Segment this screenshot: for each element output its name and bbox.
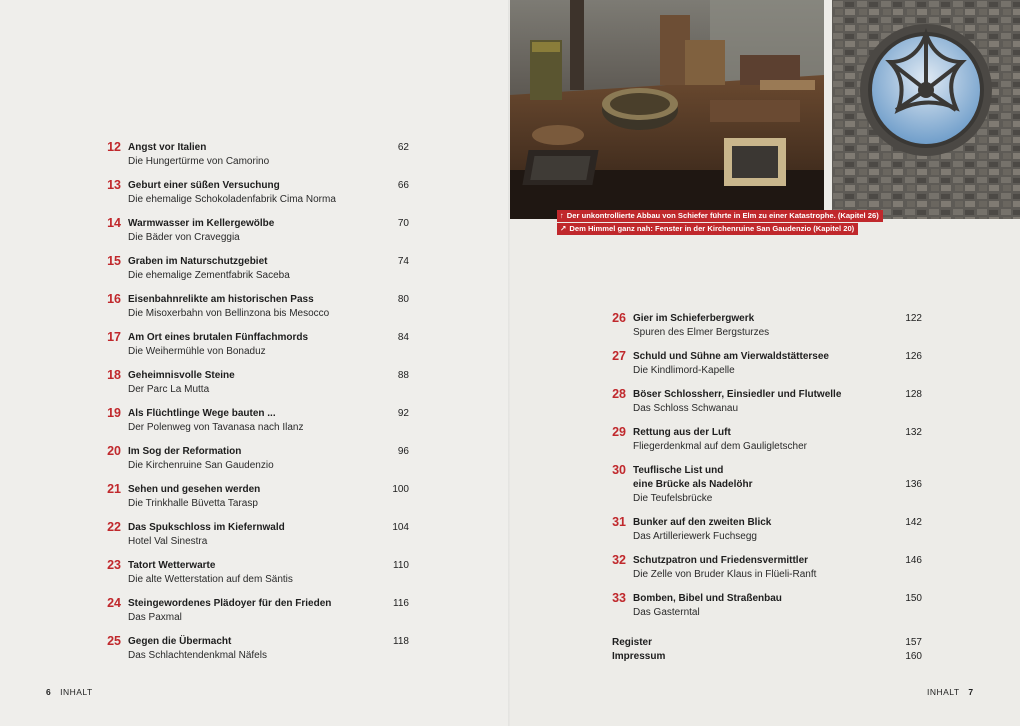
back-matter-impressum[interactable] (612, 650, 922, 664)
chapter-number: 30 (612, 463, 626, 477)
chapter-subtitle: Die Hungertürme von Camorino (128, 156, 270, 167)
toc-entry-32[interactable] (604, 554, 922, 586)
arrow-up-right-icon: ↗ (560, 224, 567, 233)
arrow-up-icon: ↑ (560, 211, 564, 220)
chapter-page: 142 (905, 517, 922, 528)
chapter-number: 14 (107, 216, 121, 230)
toc-entry-23[interactable] (99, 559, 409, 591)
chapter-title: Steingewordenes Plädoyer für den Frieden (128, 598, 332, 609)
chapter-number: 32 (612, 553, 626, 567)
chapter-number: 29 (612, 425, 626, 439)
toc-entry-29[interactable] (604, 426, 922, 458)
chapter-number: 12 (107, 140, 121, 154)
chapter-subtitle: Hotel Val Sinestra (128, 536, 208, 547)
chapter-subtitle: Der Polenweg von Tavanasa nach Ilanz (128, 422, 304, 433)
chapter-number: 19 (107, 406, 121, 420)
chapter-title: Gegen die Übermacht (128, 636, 232, 647)
toc-entry-19[interactable] (99, 407, 409, 439)
toc-entry-12[interactable] (99, 141, 409, 173)
chapter-subtitle: Die ehemalige Schokoladenfabrik Cima Norma (128, 194, 336, 205)
chapter-title: Angst vor Italien (128, 142, 207, 153)
toc-entry-30[interactable] (604, 464, 922, 510)
chapter-page: 66 (397, 180, 409, 191)
impressum-label: Impressum (612, 651, 666, 662)
chapter-page: 136 (905, 479, 922, 490)
chapter-title: Schuld und Sühne am Vierwaldstättersee (633, 351, 829, 362)
chapter-title: Eisenbahnrelikte am historischen Pass (128, 294, 314, 305)
chapter-page: 96 (397, 446, 409, 457)
toc-entry-26[interactable] (604, 312, 922, 344)
toc-entry-25[interactable] (99, 635, 409, 667)
chapter-title-line2: eine Brücke als Nadelöhr (633, 479, 753, 490)
chapter-page: 80 (397, 294, 409, 305)
page-number: 6 (46, 687, 52, 697)
chapter-subtitle: Die alte Wetterstation auf dem Säntis (128, 574, 293, 585)
chapter-title: Bomben, Bibel und Straßenbau (633, 593, 782, 604)
chapter-subtitle: Die Teufelsbrücke (633, 493, 713, 504)
toc-entry-16[interactable] (99, 293, 409, 325)
chapter-page: 132 (905, 427, 922, 438)
chapter-page: 100 (392, 484, 409, 495)
chapter-title: Im Sog der Reformation (128, 446, 242, 457)
chapter-number: 22 (107, 520, 121, 534)
chapter-page: 104 (392, 522, 409, 533)
chapter-title: Rettung aus der Luft (633, 427, 731, 438)
folio-left (46, 687, 93, 697)
chapter-number: 25 (107, 634, 121, 648)
chapter-subtitle: Das Schloss Schwanau (633, 403, 739, 414)
page-number: 7 (968, 687, 974, 697)
chapter-page: 110 (393, 560, 409, 571)
chapter-title: Als Flüchtlinge Wege bauten ... (128, 408, 276, 419)
chapter-title: Gier im Schieferbergwerk (633, 313, 755, 324)
chapter-page: 88 (397, 370, 409, 381)
chapter-page: 150 (905, 593, 922, 604)
chapter-number: 24 (107, 596, 121, 610)
chapter-subtitle: Der Parc La Mutta (128, 384, 210, 395)
chapter-number: 26 (612, 311, 626, 325)
chapter-subtitle: Die Kirchenruine San Gaudenzio (128, 460, 274, 471)
chapter-page: 62 (397, 142, 409, 153)
toc-entry-28[interactable] (604, 388, 922, 420)
chapter-number: 18 (107, 368, 121, 382)
chapter-subtitle: Die Trinkhalle Büvetta Tarasp (128, 498, 258, 509)
chapter-number: 15 (107, 254, 121, 268)
chapter-number: 21 (107, 482, 121, 496)
toc-entry-31[interactable] (604, 516, 922, 548)
chapter-subtitle: Fliegerdenkmal auf dem Gauligletscher (633, 441, 807, 452)
chapter-title: Geheimnisvolle Steine (128, 370, 235, 381)
slate-workshop-photo (510, 0, 824, 219)
chapter-number: 27 (612, 349, 626, 363)
chapter-subtitle: Die Zelle von Bruder Klaus in Flüeli-Ranft (633, 569, 817, 580)
chapter-title: Graben im Naturschutzgebiet (128, 256, 268, 267)
chapter-subtitle: Die ehemalige Zementfabrik Saceba (128, 270, 290, 281)
chapter-page: 116 (393, 598, 409, 609)
chapter-page: 126 (905, 351, 922, 362)
chapter-title-line1: Teuflische List und (633, 465, 724, 476)
chapter-number: 33 (612, 591, 626, 605)
chapter-subtitle: Die Kindlimord-Kapelle (633, 365, 735, 376)
chapter-page: 84 (397, 332, 409, 343)
chapter-title: Schutzpatron und Friedensvermittler (633, 555, 809, 566)
folio-label: INHALT (60, 687, 93, 697)
chapter-subtitle: Die Misoxerbahn von Bellinzona bis Mesocco (128, 308, 330, 319)
folio-right (927, 687, 974, 697)
register-page: 157 (905, 637, 922, 648)
chapter-title: Am Ort eines brutalen Fünffachmords (128, 332, 309, 343)
chapter-subtitle: Die Weihermühle von Bonaduz (128, 346, 266, 357)
toc-entry-24[interactable] (99, 597, 409, 629)
toc-entry-20[interactable] (99, 445, 409, 477)
toc-entry-13[interactable] (99, 179, 409, 211)
chapter-title: Böser Schlossherr, Einsiedler und Flutwelle (633, 389, 842, 400)
caption-text: Der unkontrollierte Abbau von Schiefer führte in Elm zu einer Katastrophe. (Kapitel 26) (566, 211, 879, 220)
chapter-number: 28 (612, 387, 626, 401)
chapter-page: 118 (393, 636, 409, 647)
back-matter-register[interactable] (612, 636, 922, 650)
toc-entry-14[interactable] (99, 217, 409, 249)
chapter-number: 20 (107, 444, 121, 458)
toc-entry-22[interactable] (99, 521, 409, 553)
chapter-title: Bunker auf den zweiten Blick (633, 517, 772, 528)
folio-label: INHALT (927, 687, 960, 697)
chapter-number: 13 (107, 178, 121, 192)
chapter-page: 128 (905, 389, 922, 400)
chapter-subtitle: Das Artilleriewerk Fuchsegg (633, 531, 757, 542)
chapter-number: 17 (107, 330, 121, 344)
chapter-page: 92 (397, 408, 409, 419)
toc-entry-18[interactable] (99, 369, 409, 401)
chapter-title: Sehen und gesehen werden (128, 484, 261, 495)
chapter-number: 31 (612, 515, 626, 529)
chapter-number: 23 (107, 558, 121, 572)
chapter-title: Das Spukschloss im Kiefernwald (128, 522, 285, 533)
chapter-number: 16 (107, 292, 121, 306)
photo-caption-1 (557, 210, 883, 222)
chapter-subtitle: Spuren des Elmer Bergsturzes (633, 327, 770, 338)
chapter-title: Geburt einer süßen Versuchung (128, 180, 280, 191)
chapter-title: Tatort Wetterwarte (128, 560, 216, 571)
chapter-subtitle: Die Bäder von Craveggia (128, 232, 240, 243)
chapter-page: 146 (905, 555, 922, 566)
toc-entry-27[interactable] (604, 350, 922, 382)
chapter-page: 70 (397, 218, 409, 229)
register-label: Register (612, 637, 653, 648)
chapter-page: 122 (905, 313, 922, 324)
toc-entry-21[interactable] (99, 483, 409, 515)
chapter-subtitle: Das Paxmal (128, 612, 182, 623)
chapter-subtitle: Das Gasterntal (633, 607, 700, 618)
toc-entry-15[interactable] (99, 255, 409, 287)
photo-caption-2 (557, 223, 858, 235)
caption-text: Dem Himmel ganz nah: Fenster in der Kirchenruine San Gaudenzio (Kapitel 20) (569, 224, 855, 233)
toc-entry-33[interactable] (604, 592, 922, 624)
chapter-title: Warmwasser im Kellergewölbe (128, 218, 275, 229)
church-window-photo (832, 0, 1020, 219)
chapter-subtitle: Das Schlachtendenkmal Näfels (128, 650, 267, 661)
chapter-page: 74 (397, 256, 409, 267)
toc-entry-17[interactable] (99, 331, 409, 363)
impressum-page: 160 (905, 651, 922, 662)
